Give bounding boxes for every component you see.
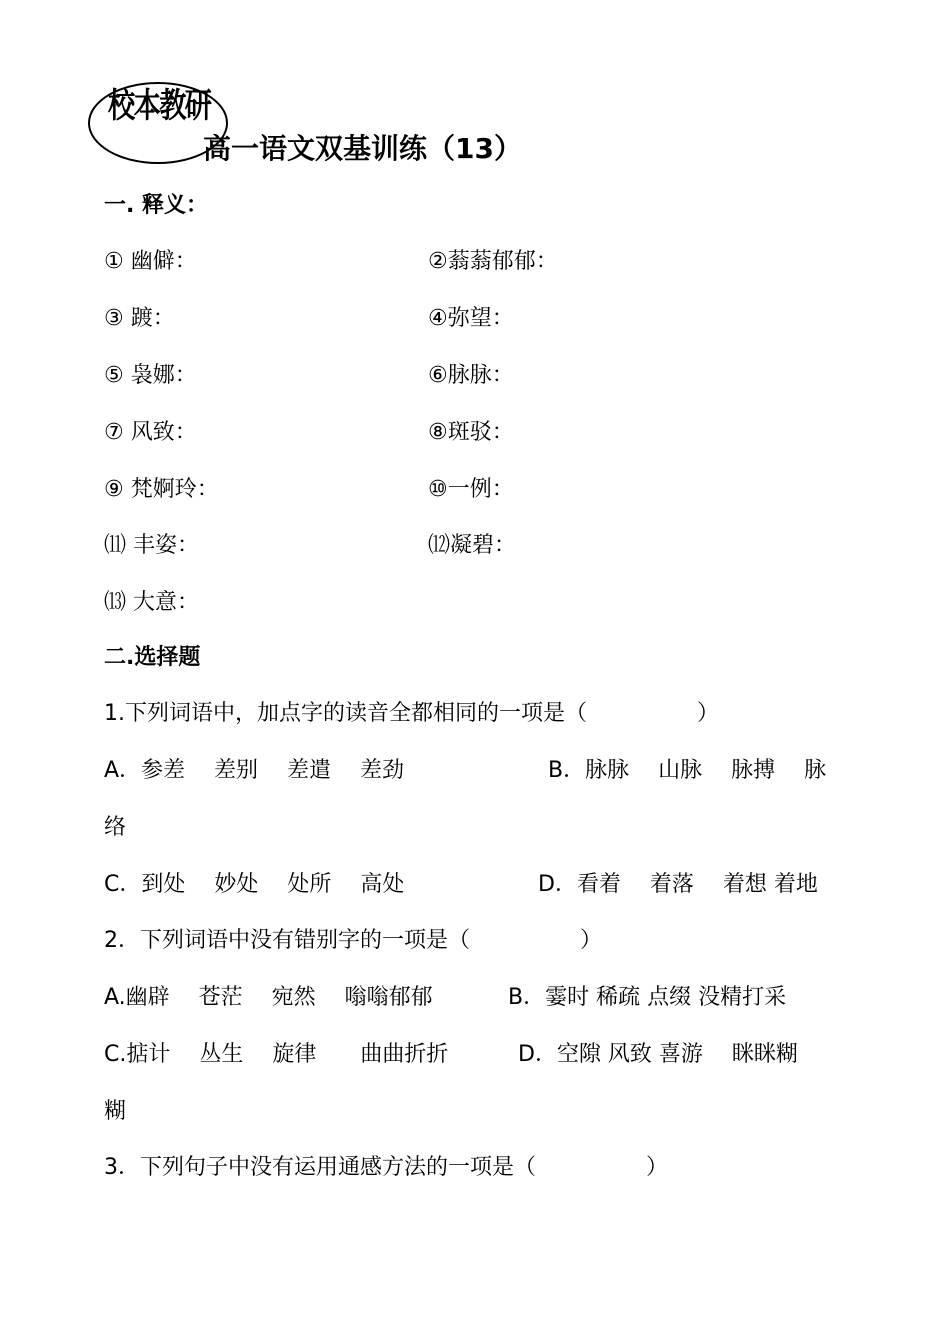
- question-1-option-b: B．脉脉 山脉 脉搏 脉: [548, 758, 827, 783]
- term-3: ③ 踱：: [104, 306, 175, 331]
- term-6: ⑥脉脉：: [428, 363, 514, 388]
- question-2-stem: 2．下列词语中没有错别字的一项是（ ）: [104, 928, 602, 953]
- question-2-option-d: D．空隙 风致 喜游 眯眯糊: [518, 1042, 798, 1067]
- page-title: 高一语文双基训练（13）: [203, 132, 522, 165]
- question-2-option-b: B．霎时 稀疏 点缀 没精打采: [508, 985, 787, 1010]
- term-7: ⑦ 风致：: [104, 420, 197, 445]
- term-5: ⑤ 袅娜：: [104, 363, 197, 388]
- question-2-option-a: A.幽辟 苍茫 宛然 嗡嗡郁郁: [104, 985, 433, 1010]
- school-stamp-text: 校本教研: [108, 86, 211, 126]
- term-2: ②蓊蓊郁郁：: [428, 249, 558, 274]
- question-1-option-a: A．参差 差别 差遣 差劲: [104, 758, 405, 783]
- term-10: ⑩一例：: [428, 477, 514, 502]
- question-2-option-c: C.掂计 丛生 旋律 曲曲折折: [104, 1042, 449, 1067]
- term-1: ① 幽僻：: [104, 249, 197, 274]
- question-1-stem: 1.下列词语中，加点字的读音全都相同的一项是（ ）: [104, 701, 719, 726]
- question-1-option-d: D．看着 着落 着想 着地: [538, 872, 818, 897]
- term-4: ④弥望：: [428, 306, 514, 331]
- term-13: ⒀ 大意：: [104, 590, 199, 615]
- term-9: ⑨ 梵婀玲：: [104, 477, 219, 502]
- question-2-option-d-continued: 糊: [104, 1099, 127, 1124]
- term-8: ⑧斑驳：: [428, 420, 514, 445]
- question-1-option-c: C．到处 妙处 处所 高处: [104, 872, 405, 897]
- section-1-heading: 一. 释义：: [104, 193, 209, 218]
- section-2-heading: 二.选择题: [104, 645, 201, 670]
- term-12: ⑿凝碧：: [428, 533, 517, 558]
- term-11: ⑾ 丰姿：: [104, 533, 199, 558]
- question-3-stem: 3．下列句子中没有运用通感方法的一项是（ ）: [104, 1155, 668, 1180]
- question-1-option-b-continued: 络: [104, 815, 127, 840]
